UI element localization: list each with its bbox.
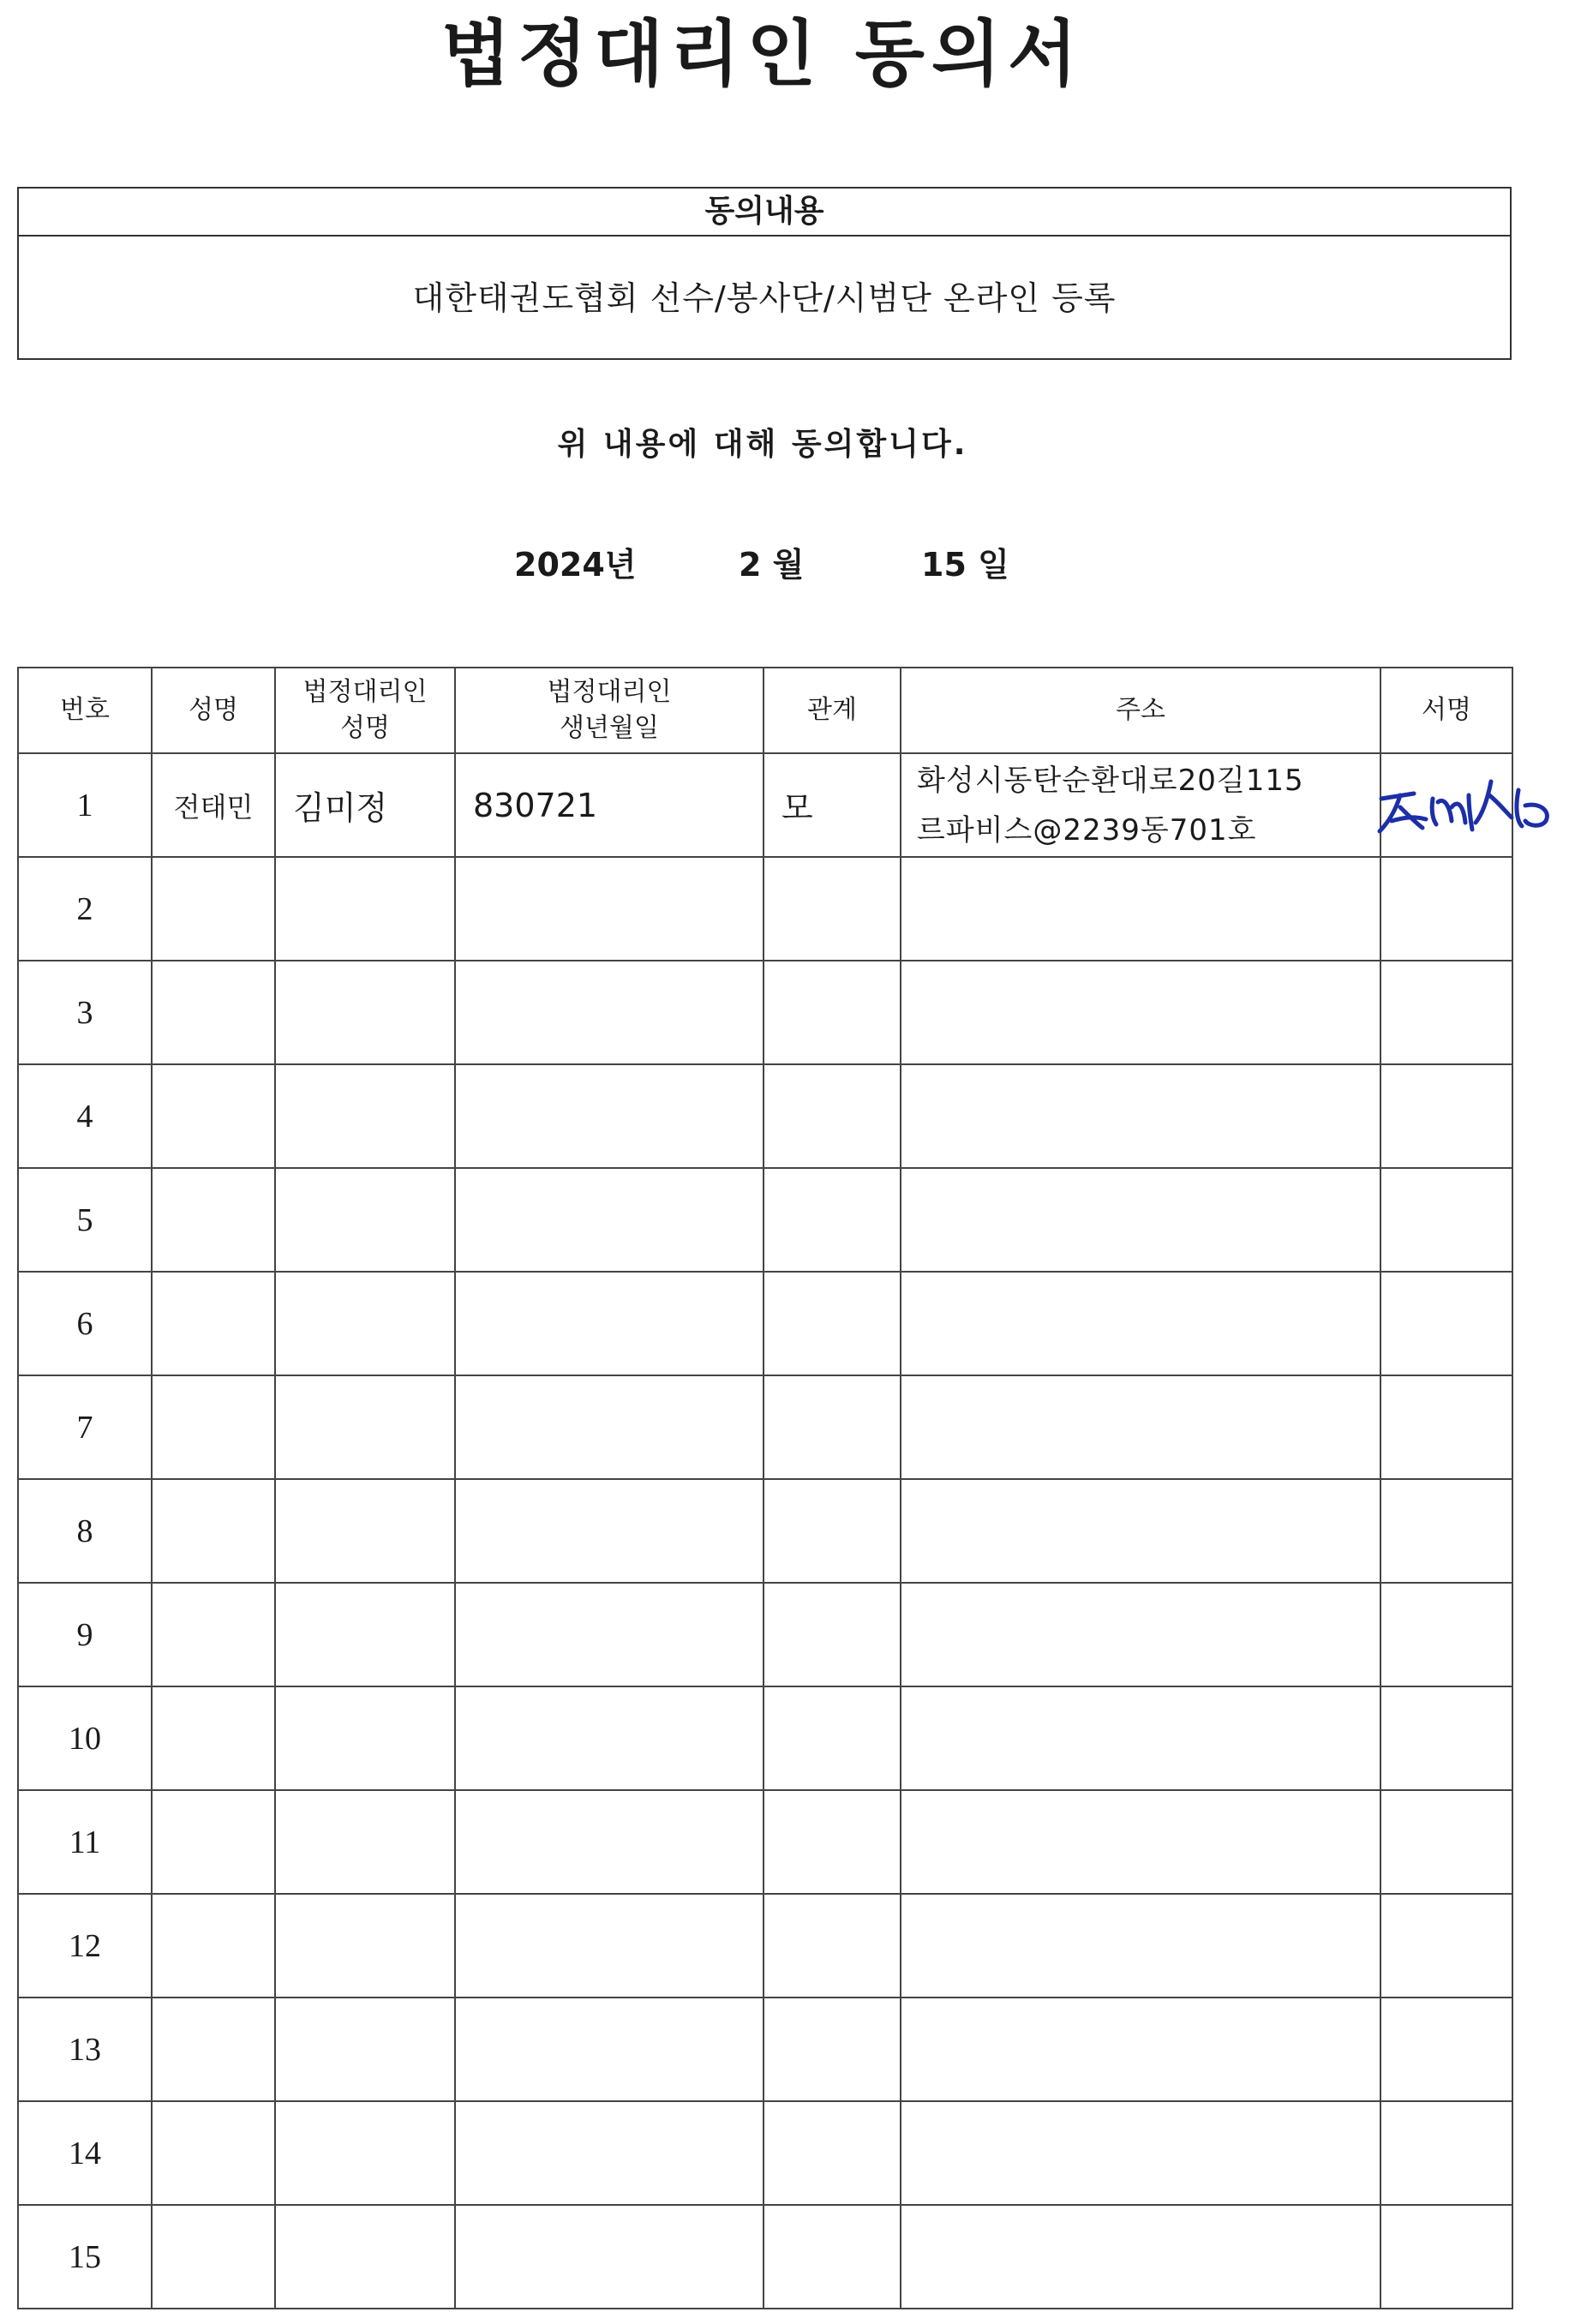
- row-no: 14: [18, 2101, 152, 2205]
- table-row: [18, 1998, 1512, 2101]
- row-name: 전태민: [152, 753, 275, 857]
- table-header-row: [18, 668, 1512, 753]
- guardian-roster-table: [17, 667, 1513, 2309]
- row-address: [901, 753, 1380, 857]
- table-row: [18, 857, 1512, 961]
- header-guardian-name-line1: 법정대리인: [302, 677, 428, 707]
- table-row: [18, 1375, 1512, 1479]
- row-signature: [1380, 753, 1512, 857]
- header-guardian-birth-line1: 법정대리인: [547, 677, 672, 707]
- table-row: [18, 1583, 1512, 1686]
- row-no: 1: [18, 753, 152, 857]
- row-relation: 모: [764, 753, 901, 857]
- row-no: 4: [18, 1064, 152, 1168]
- table-row: [18, 1790, 1512, 1894]
- table-row: [18, 1686, 1512, 1790]
- row-no: 7: [18, 1375, 152, 1479]
- table-row: [18, 1272, 1512, 1375]
- row-no: 5: [18, 1168, 152, 1272]
- header-address: 주소: [901, 668, 1380, 753]
- row-no: 3: [18, 961, 152, 1064]
- row-no: 6: [18, 1272, 152, 1375]
- header-guardian-birth: [455, 668, 764, 753]
- table-row: [18, 1479, 1512, 1583]
- document-title: 법정대리인 동의서: [440, 11, 1085, 96]
- row-no: 9: [18, 1583, 152, 1686]
- table-row: [18, 1168, 1512, 1272]
- header-relation: 관계: [764, 668, 901, 753]
- table-row: [18, 753, 1512, 857]
- row-no: 8: [18, 1479, 152, 1583]
- header-signature: 서명: [1380, 668, 1512, 753]
- row-address-line2: 르파비스@2239동701호: [917, 812, 1257, 848]
- row-no: 12: [18, 1894, 152, 1998]
- row-guardian-name: 김미정: [275, 753, 455, 857]
- consent-box: [17, 187, 1512, 360]
- row-no: 15: [18, 2205, 152, 2309]
- header-guardian-name: [275, 668, 455, 753]
- row-no: 2: [18, 857, 152, 961]
- date-day: 15 일: [921, 546, 1009, 584]
- row-no: 13: [18, 1998, 152, 2101]
- header-no: 번호: [18, 668, 152, 753]
- date-month: 2 월: [739, 546, 805, 584]
- table-row: [18, 961, 1512, 1064]
- header-guardian-birth-line2: 생년월일: [560, 713, 659, 743]
- table-row: [18, 2101, 1512, 2205]
- consent-content: 대한태권도협회 선수/봉사단/시범단 온라인 등록: [412, 279, 1117, 317]
- handwritten-signature: [1374, 773, 1580, 842]
- header-name: 성명: [152, 668, 275, 753]
- agreement-statement: 위 내용에 대해 동의합니다.: [557, 427, 968, 462]
- table-row: [18, 1064, 1512, 1168]
- row-no: 10: [18, 1686, 152, 1790]
- table-row: [18, 1894, 1512, 1998]
- header-guardian-name-line2: 성명: [340, 713, 390, 743]
- date-year: 2024년: [514, 546, 637, 584]
- consent-header: 동의내용: [19, 189, 1510, 237]
- row-no: 11: [18, 1790, 152, 1894]
- table-row: [18, 2205, 1512, 2309]
- row-guardian-birth: 830721: [455, 753, 764, 857]
- row-address-line1: 화성시동탄순환대로20길115: [917, 763, 1304, 798]
